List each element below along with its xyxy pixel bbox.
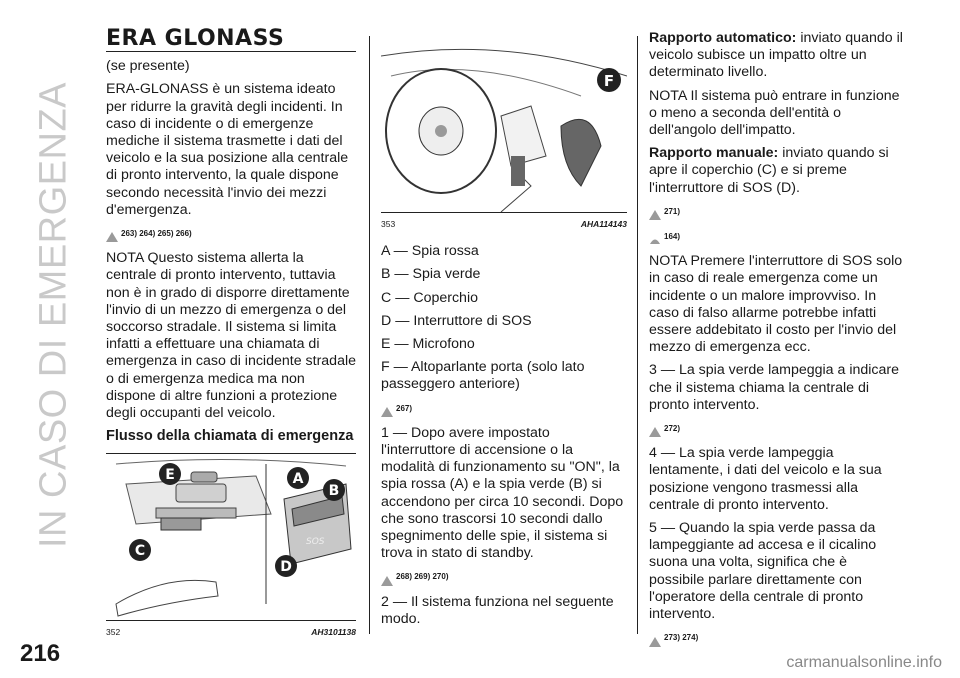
paragraph: NOTA Premere l'interruttore di SOS solo in caso di reale emergenza come un incidente o un malore improvviso. In caso di falso allarme potrebbe infatti essere addebitato il costo per l'invio del mezzo di emergenza ecc.: [649, 253, 903, 356]
figure-352: [106, 453, 356, 621]
svg-text:D: D: [280, 559, 292, 576]
column-divider: [637, 36, 638, 634]
svg-text:B: B: [328, 483, 340, 500]
label-E: [159, 463, 181, 485]
note-ref: 164): [649, 228, 903, 245]
label-C: [129, 539, 151, 561]
figure-353: [381, 36, 627, 213]
paragraph: 4 — La spia verde lampeggia lentamente, i dati del veicolo e la sua posizione vengono trasmessi alla centrale di pronto intervento.: [649, 445, 882, 513]
svg-text:F: F: [603, 72, 615, 90]
warning-ref: 271): [649, 203, 903, 220]
figure-caption: 353 AHA114143: [381, 219, 627, 229]
warning-icon: [106, 232, 118, 242]
legend-item: A — Spia rossa: [381, 243, 479, 260]
chapter-side-title: IN CASO DI EMERGENZA: [32, 81, 75, 549]
warning-icon: [649, 427, 661, 437]
warning-ref: 263) 264) 265) 266): [106, 225, 356, 242]
svg-text:E: E: [165, 467, 175, 484]
watermark-link[interactable]: carmanualsonline.info: [786, 654, 942, 671]
warning-ref: 273) 274): [649, 629, 903, 646]
label-A: [287, 467, 309, 489]
warning-icon: [381, 407, 393, 417]
warning-icon: [649, 210, 661, 220]
legend-item: F — Altoparlante porta (solo lato passeggero anteriore): [381, 359, 585, 393]
dashboard-illustration: [381, 36, 627, 212]
paragraph: NOTA Questo sistema allerta la centrale di pronto intervento, tuttavia non è in grado di disporre direttamente l'invio di un mezzo di emergenza o del soccorso stradale. Il sistema si limita infatti a effettuare una chiamata di emergenza in caso di incidente stradale o di emergenza medica ma non dispone di altre funzioni a protezione degli occupanti del veicolo.: [106, 250, 357, 422]
legend-item: D — Interruttore di SOS: [381, 312, 532, 329]
console-illustration: [106, 454, 356, 620]
figure-caption: 352 AH3101138: [106, 627, 356, 638]
page-number: 216: [20, 640, 61, 667]
svg-text:A: A: [292, 471, 304, 488]
legend-item: E — Microfono: [381, 336, 475, 353]
legend-item: C — Coperchio: [381, 289, 478, 306]
warning-icon: [649, 637, 661, 647]
label-F: [597, 68, 621, 92]
column-divider: [369, 36, 370, 634]
label-D: [275, 555, 297, 577]
subtitle: (se presente): [106, 58, 190, 75]
paragraph: ERA-GLONASS è un sistema ideato per ridurre la gravità degli incidenti. In caso di incidente o di emergenze mediche il sistema trasmette i dati del veicolo e la sua posizione alla centrale di pronto intervento, la quale dispone secondo necessità l'invio dei mezzi d'emergenza.: [106, 81, 349, 218]
paragraph: 2 — Il sistema funziona nel seguente modo.: [381, 593, 614, 627]
note-icon: [649, 235, 661, 245]
paragraph: 1 — Dopo avere impostato l'interruttore di accensione o la modalità di funzionamento su "ON", la spia rossa (A) e la spia verde (B) si accendono per circa 10 secondi. Dopo che sono trascorsi 10 secondi dallo spegnimento delle spie, il sistema si trova in stato di standby.: [381, 424, 624, 562]
warning-ref: 268) 269) 270): [381, 568, 627, 585]
paragraph: 3 — La spia verde lampeggia a indicare che il sistema chiama la centrale di pronto intervento.: [649, 362, 900, 413]
section-heading: Flusso della chiamata di emergenza: [106, 428, 354, 445]
paragraph: NOTA Il sistema può entrare in funzione o meno a seconda dell'entità o dell'angolo dell'impatto.: [649, 87, 900, 139]
legend-item: B — Spia verde: [381, 266, 481, 283]
svg-text:C: C: [134, 543, 146, 560]
sos-label: SOS: [306, 537, 325, 548]
column-3: [649, 30, 903, 655]
warning-ref: 267): [381, 400, 627, 417]
paragraph: Rapporto manuale: inviato quando si apre il coperchio (C) e si preme l'interruttore di SOS (D).: [649, 145, 889, 196]
column-1: [106, 26, 357, 652]
label-B: [323, 479, 345, 501]
column-2: [381, 30, 627, 634]
section-title: ERA GLONASS: [106, 30, 356, 52]
warning-ref: 272): [649, 420, 903, 437]
paragraph: 5 — Quando la spia verde passa da lampeggiante ad accesa e il cicalino suona una volta, significa che è possibile parlare direttamente con l'operatore della centrale di pronto intervento.: [649, 520, 877, 623]
paragraph: Rapporto automatico: inviato quando il veicolo subisce un impatto oltre un determinato livello.: [649, 30, 903, 81]
warning-icon: [381, 576, 393, 586]
